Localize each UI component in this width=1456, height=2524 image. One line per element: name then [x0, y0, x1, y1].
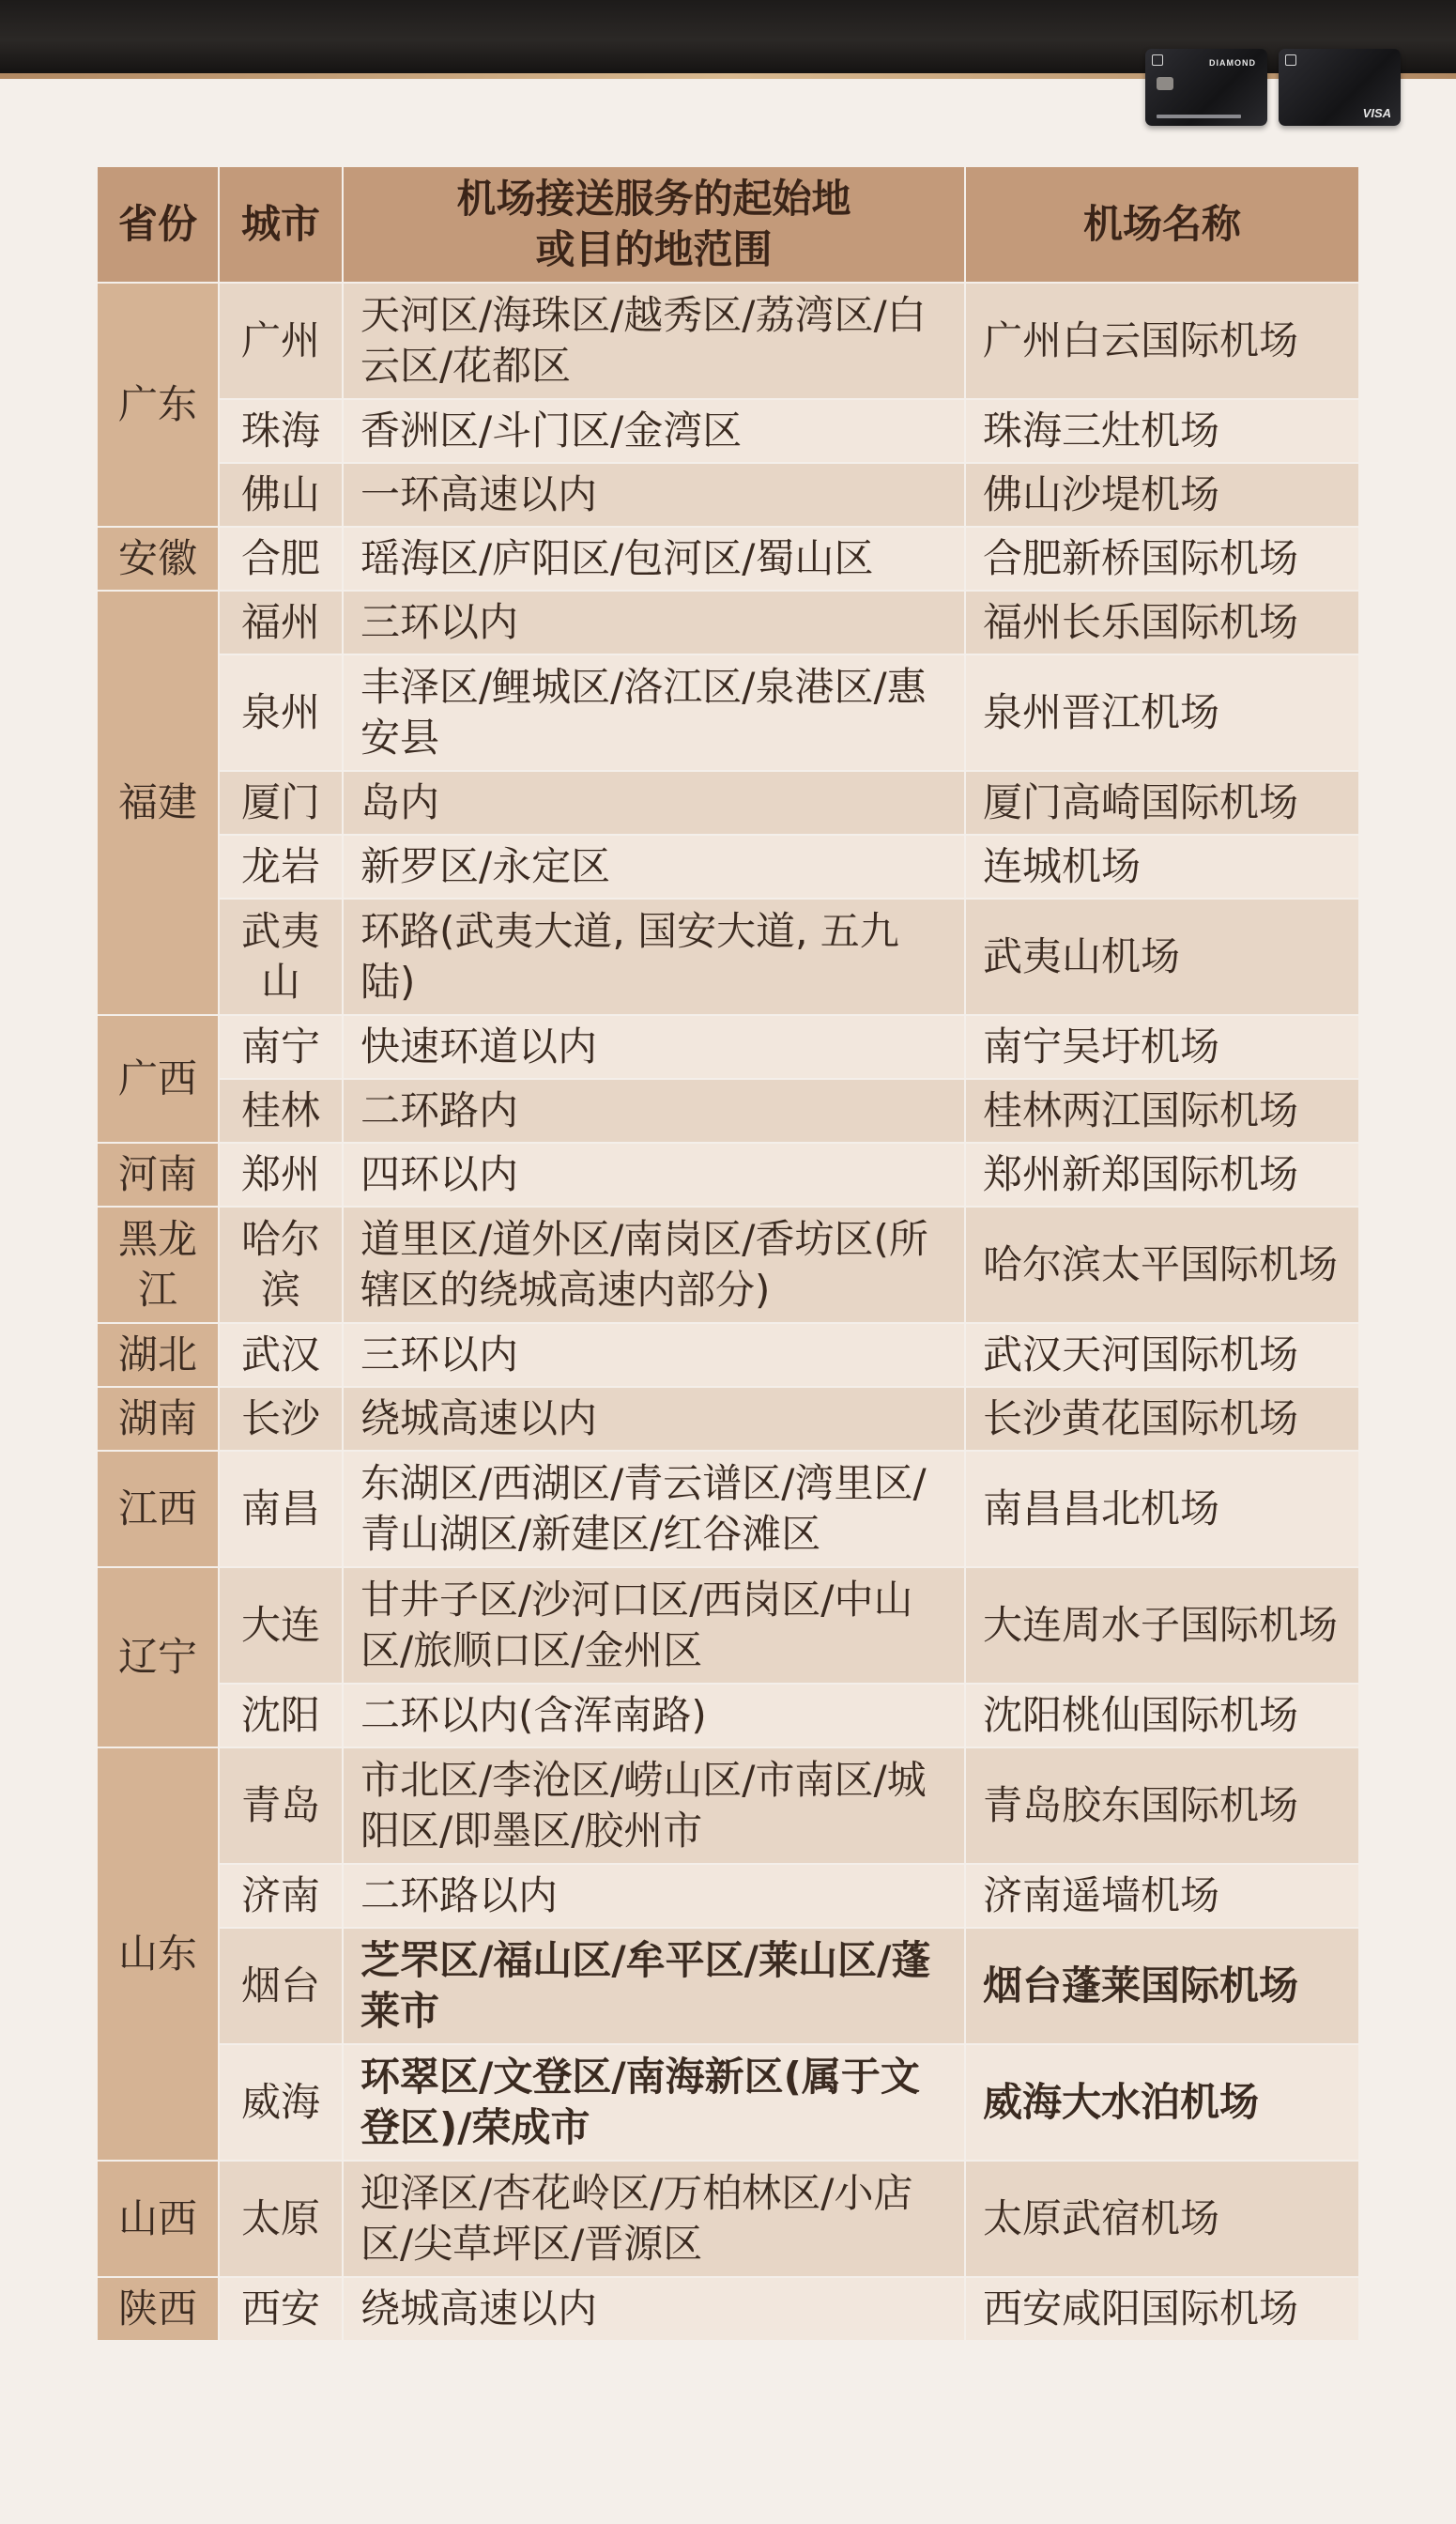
city-cell: 厦门	[219, 771, 343, 835]
province-cell: 福建	[97, 591, 219, 1015]
area-cell: 东湖区/西湖区/青云谱区/湾里区/青山湖区/新建区/红谷滩区	[343, 1451, 965, 1567]
table-row	[97, 771, 1359, 835]
province-cell: 黑龙江	[97, 1207, 219, 1323]
airport-cell: 南宁吴圩机场	[965, 1015, 1359, 1079]
province-cell: 山西	[97, 2161, 219, 2277]
bank-logo-icon	[1285, 54, 1296, 66]
area-cell: 三环以内	[343, 591, 965, 654]
area-cell: 市北区/李沧区/崂山区/市南区/城阳区/即墨区/胶州市	[343, 1747, 965, 1864]
area-cell: 新罗区/永定区	[343, 835, 965, 899]
airport-cell: 福州长乐国际机场	[965, 591, 1359, 654]
table-row	[97, 899, 1359, 1015]
city-cell: 武夷山	[219, 899, 343, 1015]
province-cell: 辽宁	[97, 1567, 219, 1747]
table-row	[97, 1323, 1359, 1387]
col-header-city: 城市	[219, 166, 343, 283]
airport-cell: 太原武宿机场	[965, 2161, 1359, 2277]
col-header-province: 省份	[97, 166, 219, 283]
table-row	[97, 1015, 1359, 1079]
city-cell: 威海	[219, 2044, 343, 2161]
table-row	[97, 1928, 1359, 2044]
area-cell: 四环以内	[343, 1143, 965, 1207]
city-cell: 南昌	[219, 1451, 343, 1567]
area-cell: 环翠区/文登区/南海新区(属于文登区)/荣成市	[343, 2044, 965, 2161]
table-row	[97, 1864, 1359, 1928]
city-cell: 广州	[219, 283, 343, 399]
area-cell: 二环路内	[343, 1079, 965, 1143]
airport-cell: 大连周水子国际机场	[965, 1567, 1359, 1684]
province-cell: 山东	[97, 1747, 219, 2161]
city-cell: 桂林	[219, 1079, 343, 1143]
table-row	[97, 1451, 1359, 1567]
airport-cell: 武汉天河国际机场	[965, 1323, 1359, 1387]
airport-cell: 武夷山机场	[965, 899, 1359, 1015]
airport-cell: 珠海三灶机场	[965, 399, 1359, 463]
airport-cell: 济南遥墙机场	[965, 1864, 1359, 1928]
card-number-strip	[1157, 115, 1241, 118]
area-cell: 香洲区/斗门区/金湾区	[343, 399, 965, 463]
airport-cell: 哈尔滨太平国际机场	[965, 1207, 1359, 1323]
airport-cell: 西安咸阳国际机场	[965, 2277, 1359, 2341]
airport-cell: 连城机场	[965, 835, 1359, 899]
table-row	[97, 654, 1359, 771]
city-cell: 佛山	[219, 463, 343, 527]
card-chip-icon	[1157, 77, 1173, 90]
area-cell: 天河区/海珠区/越秀区/荔湾区/白云区/花都区	[343, 283, 965, 399]
city-cell: 沈阳	[219, 1684, 343, 1747]
city-cell: 郑州	[219, 1143, 343, 1207]
airport-cell: 郑州新郑国际机场	[965, 1143, 1359, 1207]
table-row	[97, 1567, 1359, 1684]
airport-cell: 合肥新桥国际机场	[965, 527, 1359, 591]
city-cell: 泉州	[219, 654, 343, 771]
airport-cell: 厦门高崎国际机场	[965, 771, 1359, 835]
table-row	[97, 527, 1359, 591]
visa-logo: VISA	[1362, 106, 1391, 120]
airport-service-table	[96, 165, 1360, 2342]
city-cell: 武汉	[219, 1323, 343, 1387]
airport-cell: 长沙黄花国际机场	[965, 1387, 1359, 1451]
city-cell: 哈尔滨	[219, 1207, 343, 1323]
table-row	[97, 463, 1359, 527]
city-cell: 珠海	[219, 399, 343, 463]
table-row	[97, 2161, 1359, 2277]
city-cell: 龙岩	[219, 835, 343, 899]
area-cell: 三环以内	[343, 1323, 965, 1387]
province-cell: 广西	[97, 1015, 219, 1143]
area-cell: 瑶海区/庐阳区/包河区/蜀山区	[343, 527, 965, 591]
area-cell: 绕城高速以内	[343, 2277, 965, 2341]
city-cell: 大连	[219, 1567, 343, 1684]
area-cell: 绕城高速以内	[343, 1387, 965, 1451]
airport-cell: 广州白云国际机场	[965, 283, 1359, 399]
table-row	[97, 1143, 1359, 1207]
airport-cell: 佛山沙堤机场	[965, 463, 1359, 527]
area-cell: 芝罘区/福山区/牟平区/莱山区/蓬莱市	[343, 1928, 965, 2044]
area-cell: 一环高速以内	[343, 463, 965, 527]
table-row	[97, 1387, 1359, 1451]
city-cell: 合肥	[219, 527, 343, 591]
area-cell: 道里区/道外区/南岗区/香坊区(所辖区的绕城高速内部分)	[343, 1207, 965, 1323]
city-cell: 青岛	[219, 1747, 343, 1864]
col-header-area: 机场接送服务的起始地 或目的地范围	[343, 166, 965, 283]
airport-cell: 沈阳桃仙国际机场	[965, 1684, 1359, 1747]
airport-cell: 青岛胶东国际机场	[965, 1747, 1359, 1864]
col-header-airport: 机场名称	[965, 166, 1359, 283]
province-cell: 湖北	[97, 1323, 219, 1387]
area-cell: 二环路以内	[343, 1864, 965, 1928]
table-header-row	[97, 166, 1359, 283]
table-row	[97, 1684, 1359, 1747]
airport-cell: 南昌昌北机场	[965, 1451, 1359, 1567]
card-brand-label: DIAMOND	[1209, 58, 1256, 68]
table-row	[97, 835, 1359, 899]
airport-cell: 烟台蓬莱国际机场	[965, 1928, 1359, 2044]
province-cell: 河南	[97, 1143, 219, 1207]
area-cell: 快速环道以内	[343, 1015, 965, 1079]
area-cell: 环路(武夷大道, 国安大道, 五九陆)	[343, 899, 965, 1015]
area-cell: 岛内	[343, 771, 965, 835]
city-cell: 济南	[219, 1864, 343, 1928]
table-row	[97, 399, 1359, 463]
airport-cell: 泉州晋江机场	[965, 654, 1359, 771]
city-cell: 南宁	[219, 1015, 343, 1079]
city-cell: 太原	[219, 2161, 343, 2277]
city-cell: 福州	[219, 591, 343, 654]
table-row	[97, 283, 1359, 399]
table-row	[97, 2044, 1359, 2161]
bank-logo-icon	[1152, 54, 1163, 66]
city-cell: 烟台	[219, 1928, 343, 2044]
credit-card-image-visa	[1279, 49, 1401, 126]
airport-cell: 威海大水泊机场	[965, 2044, 1359, 2161]
province-cell: 陕西	[97, 2277, 219, 2341]
city-cell: 西安	[219, 2277, 343, 2341]
table-row	[97, 1207, 1359, 1323]
credit-card-image-diamond	[1145, 49, 1267, 126]
area-cell: 丰泽区/鲤城区/洛江区/泉港区/惠安县	[343, 654, 965, 771]
area-cell: 甘井子区/沙河口区/西岗区/中山区/旅顺口区/金州区	[343, 1567, 965, 1684]
province-cell: 广东	[97, 283, 219, 527]
airport-cell: 桂林两江国际机场	[965, 1079, 1359, 1143]
province-cell: 江西	[97, 1451, 219, 1567]
table-row	[97, 1747, 1359, 1864]
table-row	[97, 1079, 1359, 1143]
area-cell: 二环以内(含浑南路)	[343, 1684, 965, 1747]
area-cell: 迎泽区/杏花岭区/万柏林区/小店区/尖草坪区/晋源区	[343, 2161, 965, 2277]
province-cell: 安徽	[97, 527, 219, 591]
table-row	[97, 2277, 1359, 2341]
province-cell: 湖南	[97, 1387, 219, 1451]
table-row	[97, 591, 1359, 654]
city-cell: 长沙	[219, 1387, 343, 1451]
